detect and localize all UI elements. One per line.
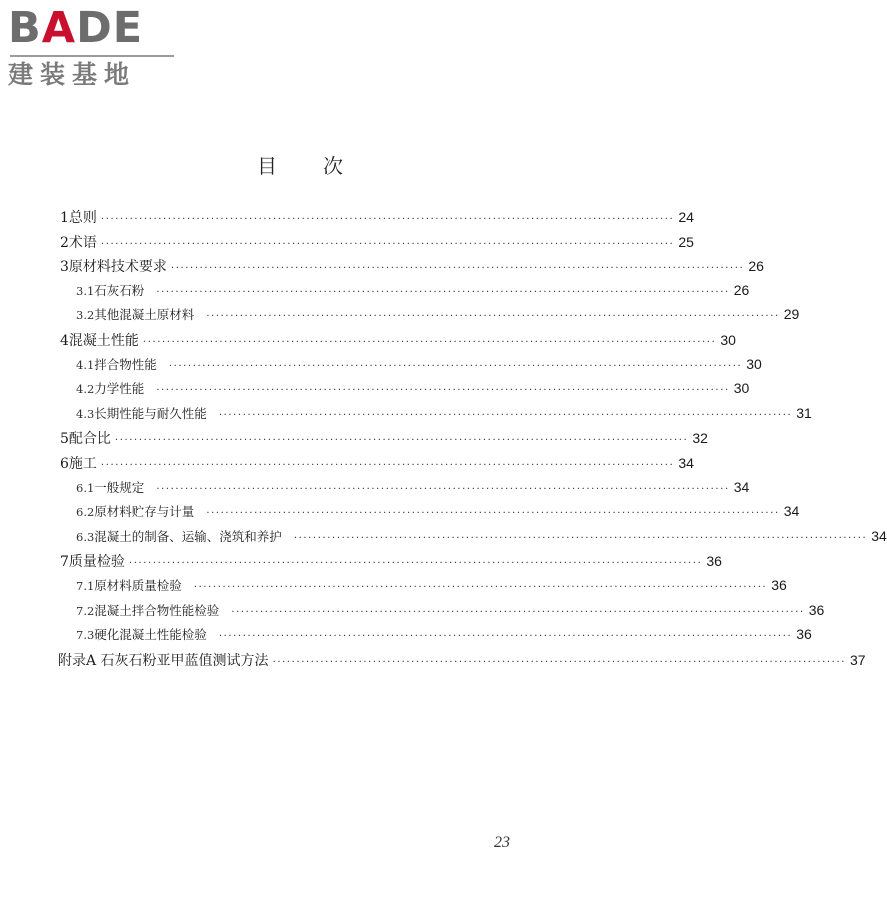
toc-entry-title: 混凝土性能 xyxy=(68,332,139,349)
toc-entry-number: 4 xyxy=(60,332,69,349)
toc-entry-page: 32 xyxy=(692,430,708,447)
toc-entry-title: 原材料技术要求 xyxy=(68,259,167,276)
toc-dot-leader: ························································································································ xyxy=(293,532,868,544)
toc-dot-leader: ························································································································ xyxy=(168,360,743,372)
toc-entry[interactable] xyxy=(58,527,887,552)
toc-dot-leader: ························································································································ xyxy=(170,263,745,275)
toc-entry-title: 混凝土的制备、运输、浇筑和养护 xyxy=(94,528,282,544)
toc-entry-title: 石灰石粉 xyxy=(94,282,145,298)
toc-entry[interactable] xyxy=(58,650,866,675)
toc-entry-page: 37 xyxy=(850,651,866,668)
toc-entry-number: 4.3 xyxy=(76,406,95,421)
logo-subtitle: 建装基地 xyxy=(8,60,137,89)
toc-entry[interactable] xyxy=(58,281,750,306)
toc-entry-title: 原材料质量检验 xyxy=(94,577,182,593)
toc-entry-title: 术语 xyxy=(68,234,97,251)
toc-dot-leader: ························································································································ xyxy=(193,581,768,593)
toc-entry-number: 7 xyxy=(60,554,69,571)
toc-entry-title: 原材料贮存与计量 xyxy=(94,504,195,520)
toc-entry-title: 配合比 xyxy=(68,431,111,448)
toc-entry[interactable] xyxy=(58,502,800,527)
toc-entry-title: 混凝土拌合物性能检验 xyxy=(94,602,220,618)
toc-entry[interactable] xyxy=(58,453,694,478)
toc-entry[interactable] xyxy=(58,207,694,232)
brand-logo xyxy=(8,5,178,90)
toc-entry-title: 硬化混凝土性能检验 xyxy=(94,627,207,643)
toc-entry-page: 34 xyxy=(733,478,750,495)
logo-letter-b: B xyxy=(8,3,42,53)
toc-dot-leader: ························································································································ xyxy=(206,508,780,520)
toc-entry-title: 总则 xyxy=(68,210,97,226)
toc-entry-title: 拌合物性能 xyxy=(94,356,157,372)
toc-entry-page: 30 xyxy=(733,380,750,397)
toc-dot-leader: ························································································································ xyxy=(156,483,730,495)
toc-entry-title: 附录A 石灰石粉亚甲蓝值测试方法 xyxy=(58,652,269,669)
toc-entry[interactable] xyxy=(58,551,722,576)
toc-dot-leader: ························································································································ xyxy=(114,435,689,447)
toc-entry[interactable] xyxy=(58,478,750,503)
logo-letters-de: DE xyxy=(76,3,144,53)
toc-entry[interactable] xyxy=(58,330,736,355)
logo-divider xyxy=(10,55,174,57)
toc-entry[interactable] xyxy=(58,232,694,257)
toc-dot-leader: ························································································································ xyxy=(156,286,730,298)
toc-entry-page: 26 xyxy=(733,281,750,298)
toc-dot-leader: ························································································································ xyxy=(231,606,805,618)
toc-dot-leader: ························································································································ xyxy=(156,385,730,397)
toc-entry-number: 2 xyxy=(60,234,69,251)
toc-entry-page: 34 xyxy=(783,503,800,520)
toc-entry-number: 7.2 xyxy=(76,603,95,618)
toc-entry-page: 31 xyxy=(796,404,812,421)
toc-entry[interactable] xyxy=(58,625,812,650)
toc-entry[interactable] xyxy=(58,428,708,453)
toc-entry-page: 34 xyxy=(678,454,694,471)
toc-entry-page: 36 xyxy=(808,601,825,618)
toc-entry-page: 36 xyxy=(796,626,812,643)
toc-entry-number: 4.1 xyxy=(76,357,95,372)
toc-entry-page: 25 xyxy=(678,233,694,250)
page-title: 目次 xyxy=(257,154,389,178)
toc-entry-page: 34 xyxy=(871,527,887,544)
toc-entry-number: 6.1 xyxy=(76,480,95,495)
toc-entry-title: 施工 xyxy=(68,455,97,472)
toc-dot-leader: ························································································································ xyxy=(100,214,675,225)
toc-entry-title: 力学性能 xyxy=(94,381,145,397)
toc-dot-leader: ························································································································ xyxy=(100,459,675,471)
page-number: 23 xyxy=(494,834,510,851)
toc-entry-number: 3.2 xyxy=(76,308,95,323)
toc-dot-leader: ························································································································ xyxy=(142,336,717,348)
toc-dot-leader: ························································································································ xyxy=(100,238,675,250)
toc-entry-page: 30 xyxy=(746,355,762,372)
toc-entry-page: 36 xyxy=(771,576,787,593)
toc-dot-leader: ························································································································ xyxy=(218,409,793,421)
toc-entry-page: 24 xyxy=(678,209,694,225)
toc-entry[interactable] xyxy=(58,601,825,626)
logo-letter-a: A xyxy=(41,3,77,53)
toc-entry-number: 6.3 xyxy=(76,529,95,544)
toc-entry[interactable] xyxy=(58,576,787,601)
toc-entry-page: 30 xyxy=(720,331,736,348)
toc-entry-number: 6.2 xyxy=(76,505,95,520)
toc-entry-page: 26 xyxy=(748,258,764,275)
toc-dot-leader: ························································································································ xyxy=(218,631,793,643)
toc-entry-number: 4.2 xyxy=(76,382,95,397)
toc-entry-title: 一般规定 xyxy=(94,479,145,495)
toc-dot-leader: ························································································································ xyxy=(272,656,847,668)
logo-wordmark xyxy=(8,5,143,51)
toc-entry[interactable] xyxy=(58,379,750,404)
toc-entry-page: 29 xyxy=(783,306,800,323)
toc-entry-title: 长期性能与耐久性能 xyxy=(94,405,207,421)
toc-entry-number: 3.1 xyxy=(76,283,95,298)
table-of-contents xyxy=(58,207,887,674)
toc-entry[interactable] xyxy=(58,404,812,429)
toc-dot-leader: ························································································································ xyxy=(128,558,703,570)
toc-entry-number: 7.1 xyxy=(76,578,95,593)
toc-dot-leader: ························································································································ xyxy=(206,311,780,323)
toc-entry[interactable] xyxy=(58,355,762,380)
toc-entry-number: 5 xyxy=(60,431,69,448)
toc-entry-number: 7.3 xyxy=(76,628,95,643)
toc-entry-number: 6 xyxy=(60,455,69,472)
toc-entry-page: 36 xyxy=(706,553,722,570)
toc-entry[interactable] xyxy=(58,305,800,330)
toc-entry-title: 质量检验 xyxy=(68,554,125,571)
toc-entry-number: 3 xyxy=(60,259,69,276)
toc-entry-title: 其他混凝土原材料 xyxy=(94,307,195,323)
toc-entry-number: 1 xyxy=(60,210,69,226)
toc-entry[interactable] xyxy=(58,256,764,281)
